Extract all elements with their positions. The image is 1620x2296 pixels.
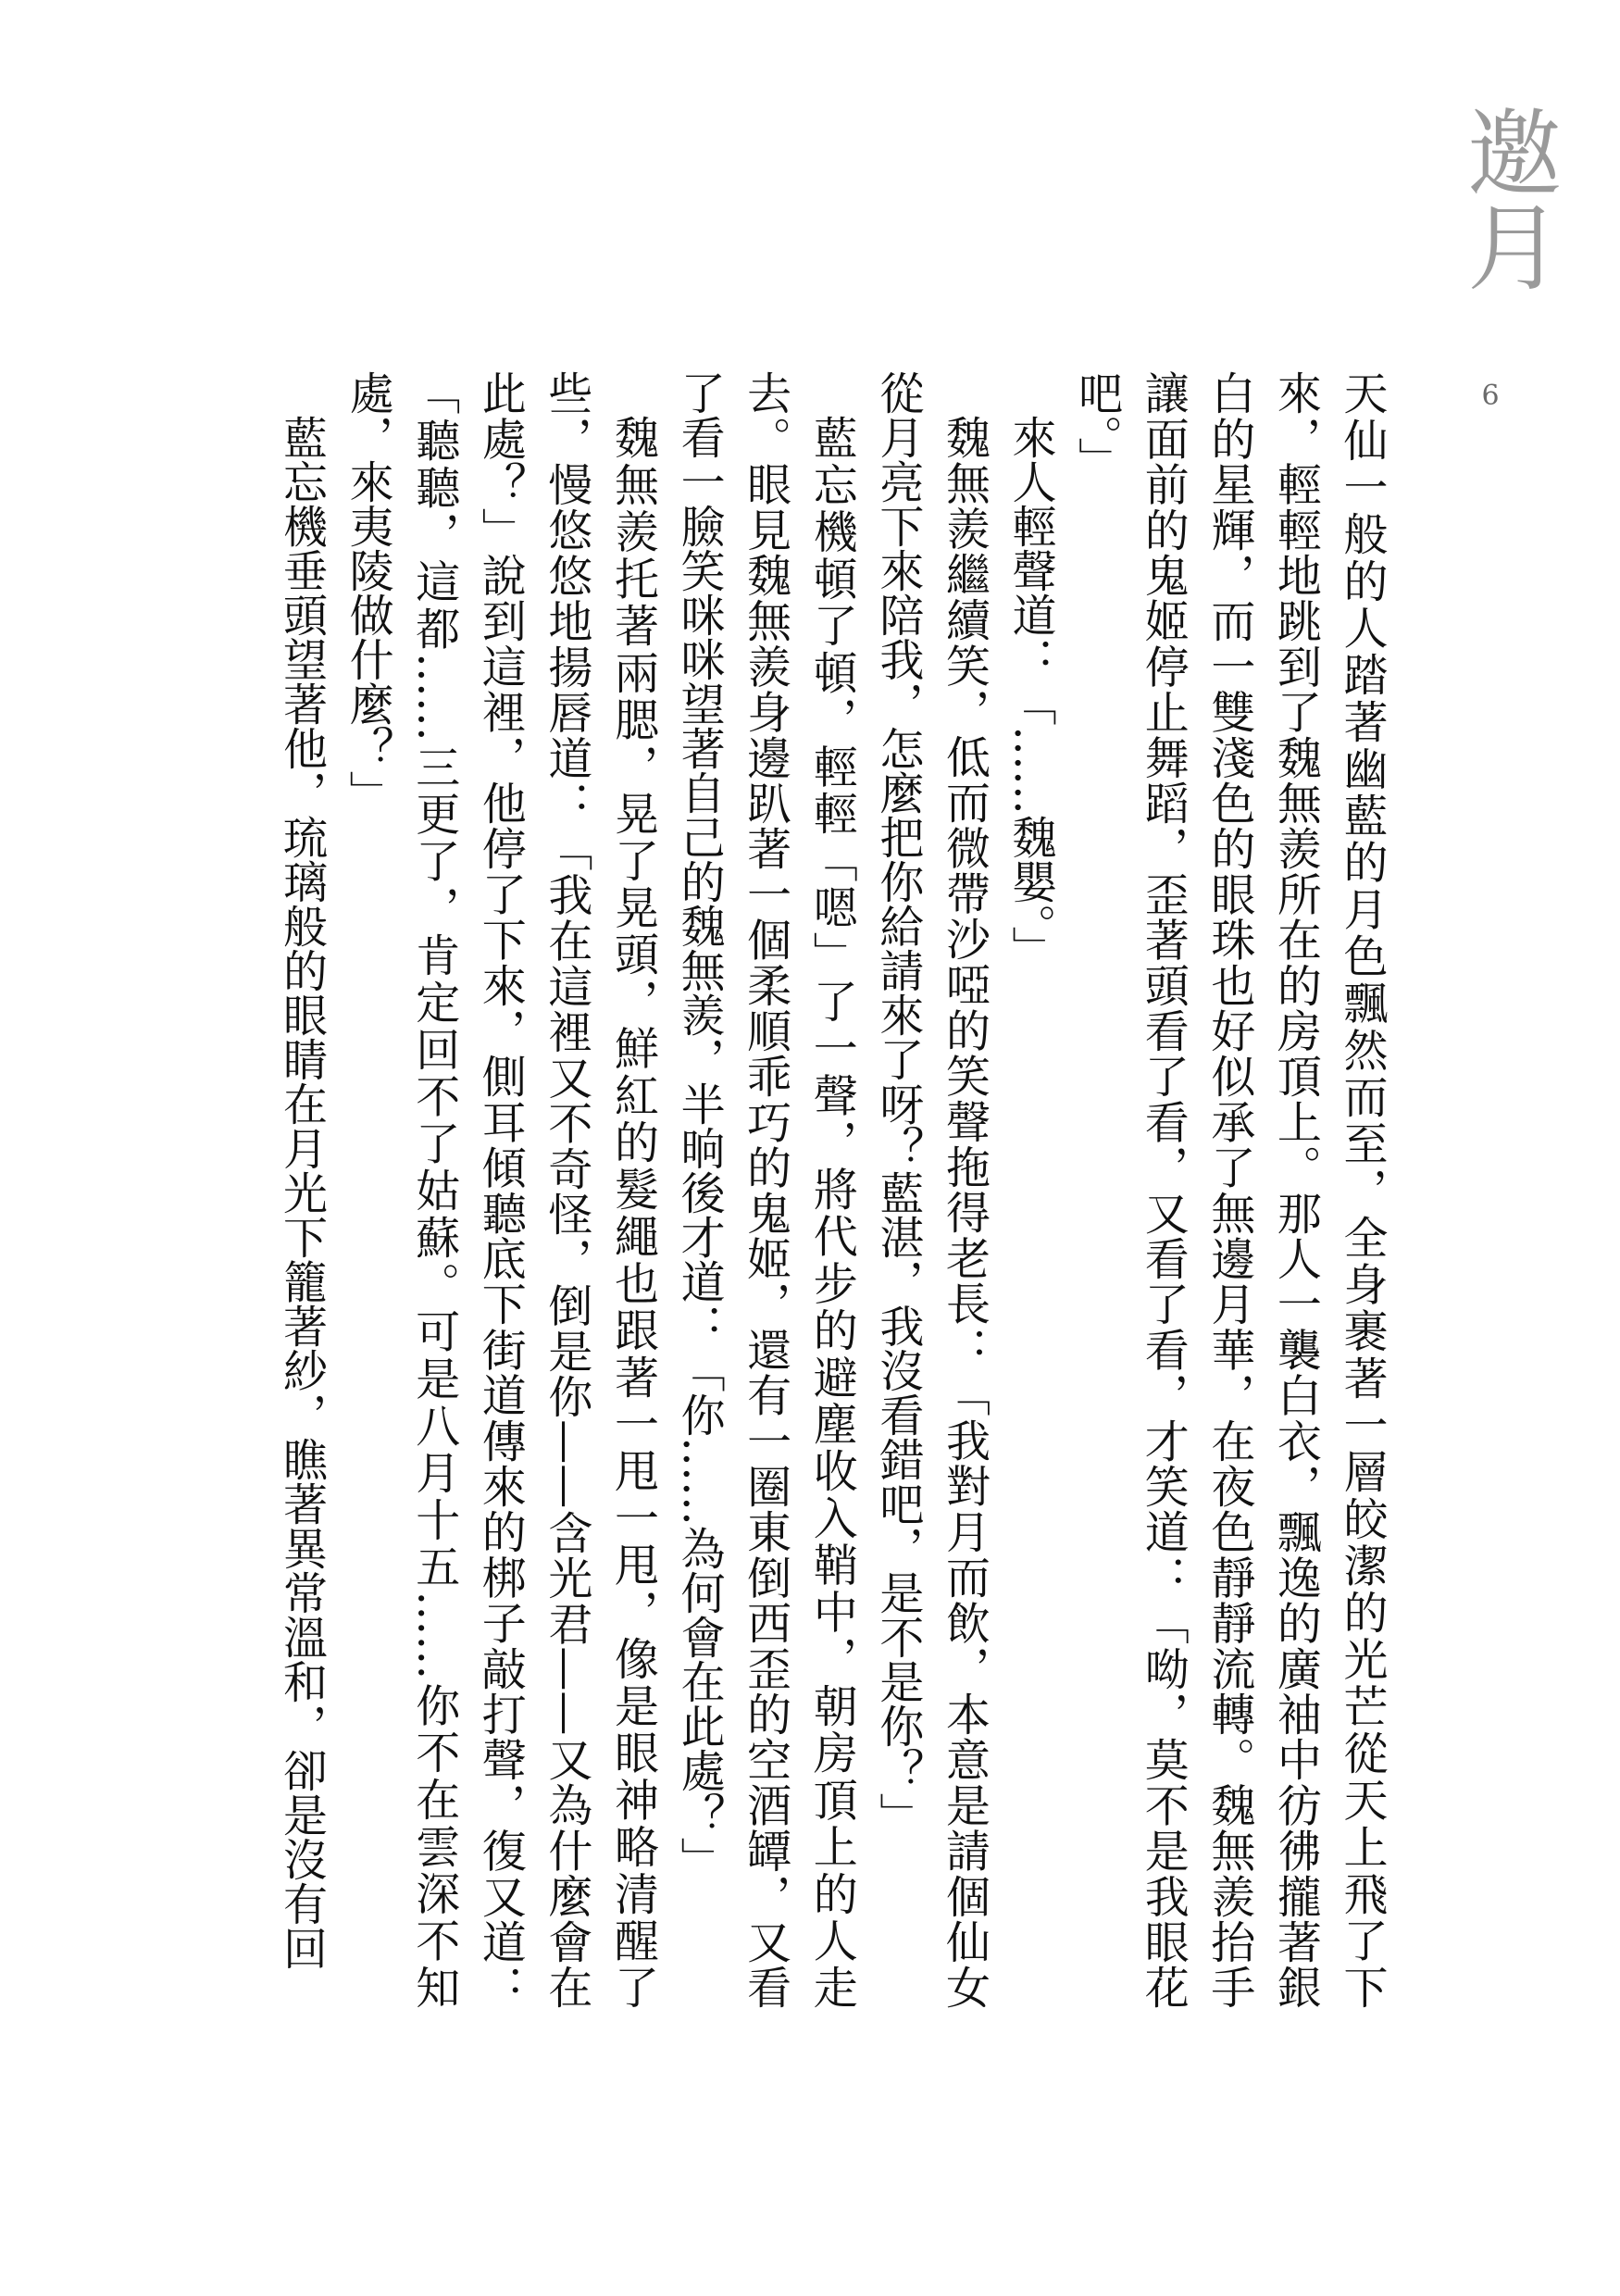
paragraph-1: 天仙一般的人踏著幽藍的月色飄然而至，全身裹著一層皎潔的光芒從天上飛了下來，輕輕地跳到了魏無羨所在的房頂上。那人一襲白衣，飄逸的廣袖中彷彿攏著銀白的星輝，而一雙淺色的眼珠也好似承了無邊月華，在夜色靜靜流轉。魏無羨抬手讓面前的鬼姬停止舞蹈，歪著頭看了看，又看了看，才笑道：「呦，莫不是我眼花吧。」 — [1070, 370, 1388, 2009]
body-text — [268, 370, 1394, 2009]
paragraph-2: 來人輕聲道：「……魏嬰。」 — [1004, 415, 1057, 970]
paragraph-5: 魏無羨托著兩腮，晃了晃頭，鮮紅的髮繩也跟著一甩一甩，像是眼神略清醒了些，慢悠悠地揚唇道：「我在這裡又不奇怪，倒是你——含光君——又為什麼會在此處？」說到這裡，他停了下來，側耳傾聽底下街道傳來的梆子敲打聲，復又道：「聽聽，這都……三更了，肯定回不了姑蘇。可是八月十五……你不在雲深不知處，來夷陵做什麼？」 — [342, 370, 659, 2009]
paragraph-3: 魏無羨繼續笑，低而微帶沙啞的笑聲拖得老長：「我對月而飲，本意是請個仙女從月亮下來陪我，怎麼把你給請來了呀？藍湛，我沒看錯吧，是不是你？」 — [871, 370, 991, 2009]
paragraph-6: 藍忘機垂頭望著他，琉璃般的眼睛在月光下籠著紗，瞧著異常溫和，卻是沒有回 — [275, 415, 328, 1970]
page-number: 6 — [1481, 380, 1500, 412]
running-title: 邀月 — [1452, 104, 1562, 293]
paragraph-4: 藍忘機頓了頓，輕輕「嗯」了一聲，將代步的避塵收入鞘中，朝房頂上的人走去。眼見魏無羨身邊趴著一個柔順乖巧的鬼姬，還有一圈東倒西歪的空酒罈，又看了看一臉笑咪咪望著自己的魏無羨，半晌後才道：「你……為何會在此處？」 — [673, 370, 858, 2009]
